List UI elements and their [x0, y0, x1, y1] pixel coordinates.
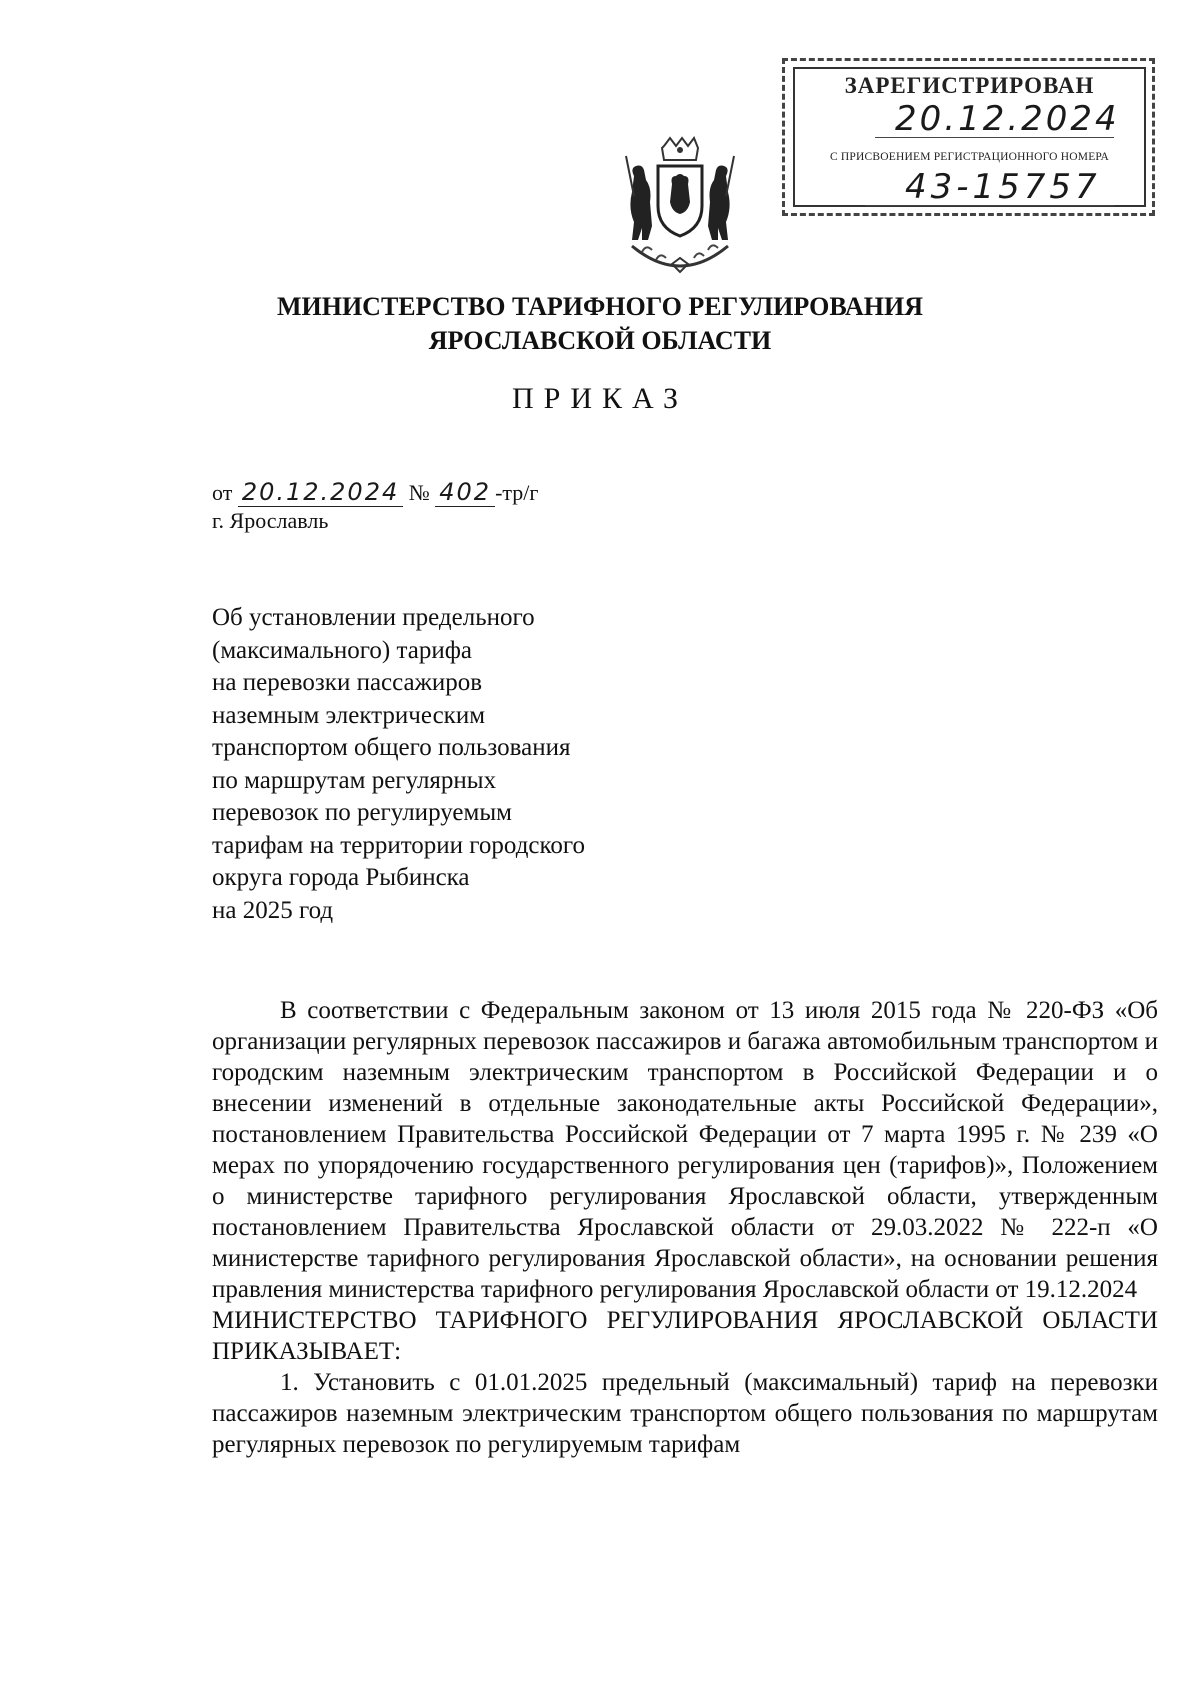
ministry-name-line-1: МИНИСТЕРСТВО ТАРИФНОГО РЕГУЛИРОВАНИЯ: [276, 292, 924, 321]
stamp-label: С ПРИСВОЕНИЕМ РЕГИСТРАЦИОННОГО НОМЕРА: [829, 151, 1110, 163]
ministry-name-line-2: ЯРОСЛАВСКОЙ ОБЛАСТИ: [428, 326, 772, 355]
subject-line: округа города Рыбинска: [212, 864, 470, 891]
subject-line: на 2025 год: [212, 896, 334, 924]
subject-line: тарифам на территории городского: [212, 831, 586, 859]
preamble-paragraph: В соответствии с Федеральным законом от 13 июля 2015 года № 220-ФЗ «Об организации регулярных перевозок пассажиров и багажа автомобильным транспортом и городским наземным электрическим транспортом в Российской Федерации и о внесении изменений в отдельные законодательные акты Российской Федерации», постановлением Правительства Российской Федерации от 7 марта 1995 г. № 239 «О мерах по упорядочению государственного регулирования цен (тарифов)», Положением о министерстве тарифного регулирования Ярославской области, утвержденным постановлением Правительства Ярославской области от 29.03.2022 № 222-п «О министерстве тарифного регулирования Ярославской области», на основании решения правления министерства тарифного регулирования Ярославской области от 19.12.2024: [212, 997, 1158, 1303]
subject-line: по маршрутам регулярных: [212, 766, 497, 794]
item-1-paragraph: 1. Установить с 01.01.2025 предельный (максимальный) тариф на перевозки пассажиров наземным электрическим транспортом общего пользования по маршрутам регулярных перевозок по регулируемым тарифам: [212, 1369, 1158, 1458]
subject-line: транспортом общего пользования: [212, 734, 571, 761]
subject-line: на перевозки пассажиров: [212, 669, 483, 696]
number-label: №: [408, 480, 430, 505]
subject-line: перевозок по регулируемым: [212, 799, 512, 826]
stamp-frame: [793, 67, 1146, 207]
subject-line: наземным электрическим: [212, 701, 486, 729]
document-type: ПРИКАЗ: [512, 382, 688, 415]
order-subject: [212, 602, 672, 927]
ministry-name: [0, 290, 1200, 358]
subject-line: (максимального) тарифа: [212, 636, 472, 664]
registration-stamp: [782, 58, 1155, 216]
stamp-divider: [875, 137, 1114, 138]
stamp-divider: [865, 205, 1114, 206]
stamp-handwritten-number: 43-15757: [905, 167, 1101, 207]
city: г. Ярославль: [212, 508, 329, 533]
coat-of-arms-bears-icon: [612, 136, 748, 276]
subject-line: Об установлении предельного: [212, 604, 535, 631]
order-date-number: [212, 478, 538, 507]
order-suffix: -тр/г: [495, 480, 539, 505]
order-body: [212, 995, 1158, 1460]
order-date: 20.12.2024: [238, 478, 403, 507]
from-label: от: [212, 480, 233, 505]
stamp-handwritten-date: 20.12.2024: [895, 99, 1120, 139]
stamp-title: ЗАРЕГИСТРИРОВАН: [844, 73, 1095, 98]
order-number: 402: [435, 478, 495, 507]
resolves-paragraph: МИНИСТЕРСТВО ТАРИФНОГО РЕГУЛИРОВАНИЯ ЯРОСЛАВСКОЙ ОБЛАСТИ ПРИКАЗЫВАЕТ:: [212, 1307, 1158, 1365]
